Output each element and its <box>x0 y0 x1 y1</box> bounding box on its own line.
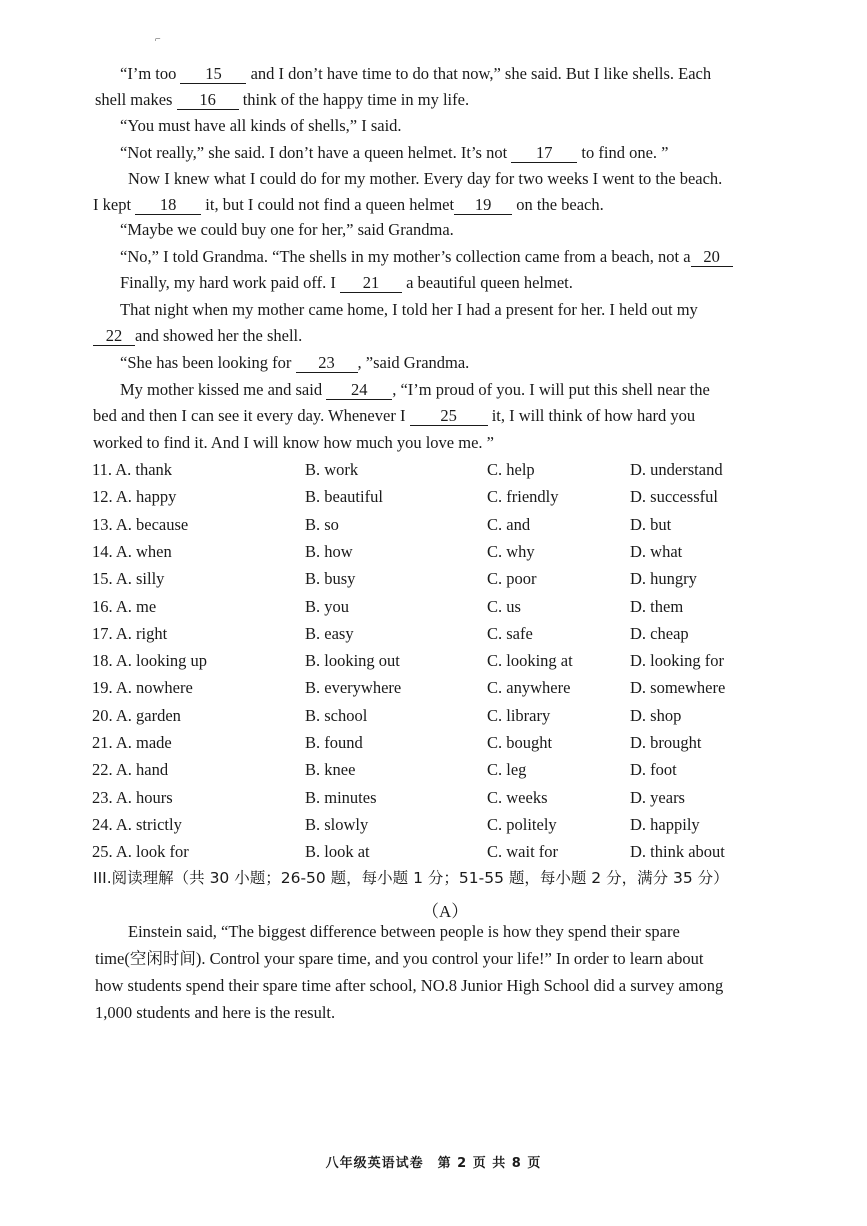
option-15-a: 15. A. silly <box>92 569 165 589</box>
cloze-text: bed and then I can see it every day. Whenever I <box>93 406 406 425</box>
cloze-text: That night when my mother came home, I told her I had a present for her. I held out my <box>120 300 698 319</box>
option-13-c: C. and <box>487 514 531 534</box>
option-12-a: 12. A. happy <box>92 487 177 507</box>
option-15-c: C. poor <box>487 569 537 589</box>
option-24-c: C. politely <box>487 814 557 834</box>
passage-label: （A） <box>422 902 469 921</box>
option-23-d: D. years <box>630 787 685 807</box>
cloze-text: a beautiful queen helmet. <box>406 273 573 292</box>
option-15-d: D. hungry <box>630 569 697 589</box>
option-12-c: C. friendly <box>487 487 559 507</box>
option-21-c: C. bought <box>487 733 553 752</box>
option-12-d: D. successful <box>630 487 718 507</box>
option-23-c: C. weeks <box>487 787 548 807</box>
cloze-text: it, I will think of how hard you <box>491 406 696 425</box>
cloze-line-9 <box>120 273 573 293</box>
cloze-line-2 <box>95 90 469 110</box>
cloze-line-10 <box>120 300 698 320</box>
option-12-b: B. beautiful <box>305 487 383 507</box>
option-25-b: B. look at <box>305 842 370 862</box>
blank-17: 17 <box>511 144 577 163</box>
option-13-a: 13. A. because <box>92 514 189 534</box>
blank-21: 21 <box>340 274 402 293</box>
option-20-a: 20. A. garden <box>92 705 181 725</box>
option-16-a: 16. A. me <box>92 596 157 616</box>
option-20-d: D. shop <box>630 705 682 725</box>
blank-18: 18 <box>135 196 201 215</box>
option-16-d: D. them <box>630 596 684 616</box>
cloze-text: Now I knew what I could do for my mother. Every day for two weeks I went to the beach. <box>128 169 723 188</box>
cloze-line-5 <box>128 169 722 189</box>
cloze-text: “You must have all kinds of shells,” I said. <box>120 116 402 135</box>
cloze-line-11 <box>93 326 302 346</box>
option-22-b: B. knee <box>305 760 356 780</box>
cloze-text: “Maybe we could buy one for her,” said Grandma. <box>120 220 454 239</box>
option-18-d: D. looking for <box>630 651 724 671</box>
cloze-text: on the beach. <box>516 195 604 214</box>
option-20-c: C. library <box>487 705 551 725</box>
option-25-d: D. think about <box>630 842 725 862</box>
option-11-d: D. understand <box>630 460 723 479</box>
reading-line-1: Einstein said, “The biggest difference between people is how they spend their spare <box>128 922 680 941</box>
cloze-line-15 <box>93 433 494 453</box>
option-24-d: D. happily <box>630 814 700 834</box>
option-11-a: 11. A. thank <box>92 460 173 479</box>
cloze-text: I kept <box>93 195 132 214</box>
blank-16: 16 <box>177 91 239 110</box>
cloze-text: “Not really,” she said. I don’t have a queen helmet. It’s not <box>120 143 508 162</box>
blank-20: 20 <box>691 248 733 267</box>
option-11-c: C. help <box>487 460 535 479</box>
cloze-line-12 <box>120 353 469 373</box>
option-21-a: 21. A. made <box>92 733 172 752</box>
option-16-b: B. you <box>305 596 350 616</box>
option-15-b: B. busy <box>305 569 356 589</box>
option-17-b: B. easy <box>305 623 354 643</box>
cloze-text: and I don’t have time to do that now,” she said. But I like shells. Each <box>250 64 712 83</box>
option-22-c: C. leg <box>487 760 527 780</box>
cloze-text: My mother kissed me and said <box>120 380 323 399</box>
cloze-text: and showed her the shell. <box>135 326 303 345</box>
option-21-d: D. brought <box>630 733 702 752</box>
cloze-text: think of the happy time in my life. <box>242 90 470 109</box>
scan-mark: ⌐ <box>155 34 161 45</box>
reading-line-4: 1,000 students and here is the result. <box>95 1003 336 1022</box>
option-25-a: 25. A. look for <box>92 842 189 862</box>
cloze-line-7 <box>120 220 454 240</box>
reading-line-2: time(空闲时间). Control your spare time, and you control your life!” In order to learn about <box>95 949 704 968</box>
option-14-d: D. what <box>630 541 683 561</box>
option-24-b: B. slowly <box>305 814 369 834</box>
cloze-line-14 <box>93 406 695 426</box>
option-18-a: 18. A. looking up <box>92 651 208 671</box>
option-21-b: B. found <box>305 733 363 752</box>
option-19-a: 19. A. nowhere <box>92 678 193 698</box>
cloze-text: to find one. ” <box>581 143 669 162</box>
option-22-a: 22. A. hand <box>92 760 169 780</box>
cloze-line-8 <box>120 247 733 267</box>
cloze-text: , “I’m proud of you. I will put this shell near the <box>392 380 710 399</box>
option-18-b: B. looking out <box>305 651 400 671</box>
option-25-c: C. wait for <box>487 842 559 862</box>
option-14-c: C. why <box>487 541 535 561</box>
blank-22: 22 <box>93 327 135 346</box>
option-22-d: D. foot <box>630 760 677 780</box>
option-23-a: 23. A. hours <box>92 787 173 807</box>
blank-19: 19 <box>454 196 512 215</box>
option-19-d: D. somewhere <box>630 678 726 698</box>
option-23-b: B. minutes <box>305 787 377 807</box>
option-13-d: D. but <box>630 514 672 534</box>
section-title: III.阅读理解（共 30 小题；26-50 题，每小题 1 分；51-55 题，每小题 2 分，满分 35 分） <box>93 869 729 887</box>
cloze-line-3 <box>120 116 402 136</box>
option-24-a: 24. A. strictly <box>92 814 182 834</box>
option-17-a: 17. A. right <box>92 623 168 643</box>
cloze-line-13 <box>120 380 710 400</box>
cloze-text: “No,” I told Grandma. “The shells in my mother’s collection came from a beach, not a <box>120 247 691 266</box>
cloze-line-6 <box>93 195 604 215</box>
cloze-text: worked to find it. And I will know how much you love me. ” <box>93 433 494 452</box>
option-17-d: D. cheap <box>630 623 689 643</box>
option-19-c: C. anywhere <box>487 678 571 698</box>
option-13-b: B. so <box>305 514 339 534</box>
blank-23: 23 <box>296 354 358 373</box>
cloze-text: Finally, my hard work paid off. I <box>120 273 336 292</box>
option-14-a: 14. A. when <box>92 541 172 561</box>
cloze-text: shell makes <box>95 90 173 109</box>
cloze-line-4 <box>120 143 668 163</box>
option-16-c: C. us <box>487 596 521 616</box>
blank-25: 25 <box>410 407 488 426</box>
page-footer: 八年级英语试卷 第 2 页 共 8 页 <box>325 1156 542 1171</box>
option-14-b: B. how <box>305 541 353 561</box>
option-19-b: B. everywhere <box>305 678 402 698</box>
cloze-text: it, but I could not find a queen helmet <box>205 195 455 214</box>
option-20-b: B. school <box>305 705 368 725</box>
reading-line-3: how students spend their spare time after school, NO.8 Junior High School did a survey among <box>95 976 724 995</box>
cloze-text: , ”said Grandma. <box>357 353 470 372</box>
cloze-line-1 <box>120 64 711 84</box>
option-11-b: B. work <box>305 460 359 479</box>
blank-15: 15 <box>180 65 246 84</box>
cloze-text: “She has been looking for <box>120 353 292 372</box>
option-18-c: C. looking at <box>487 651 573 671</box>
blank-24: 24 <box>326 381 392 400</box>
cloze-text: “I’m too <box>120 64 177 83</box>
option-17-c: C. safe <box>487 623 533 643</box>
